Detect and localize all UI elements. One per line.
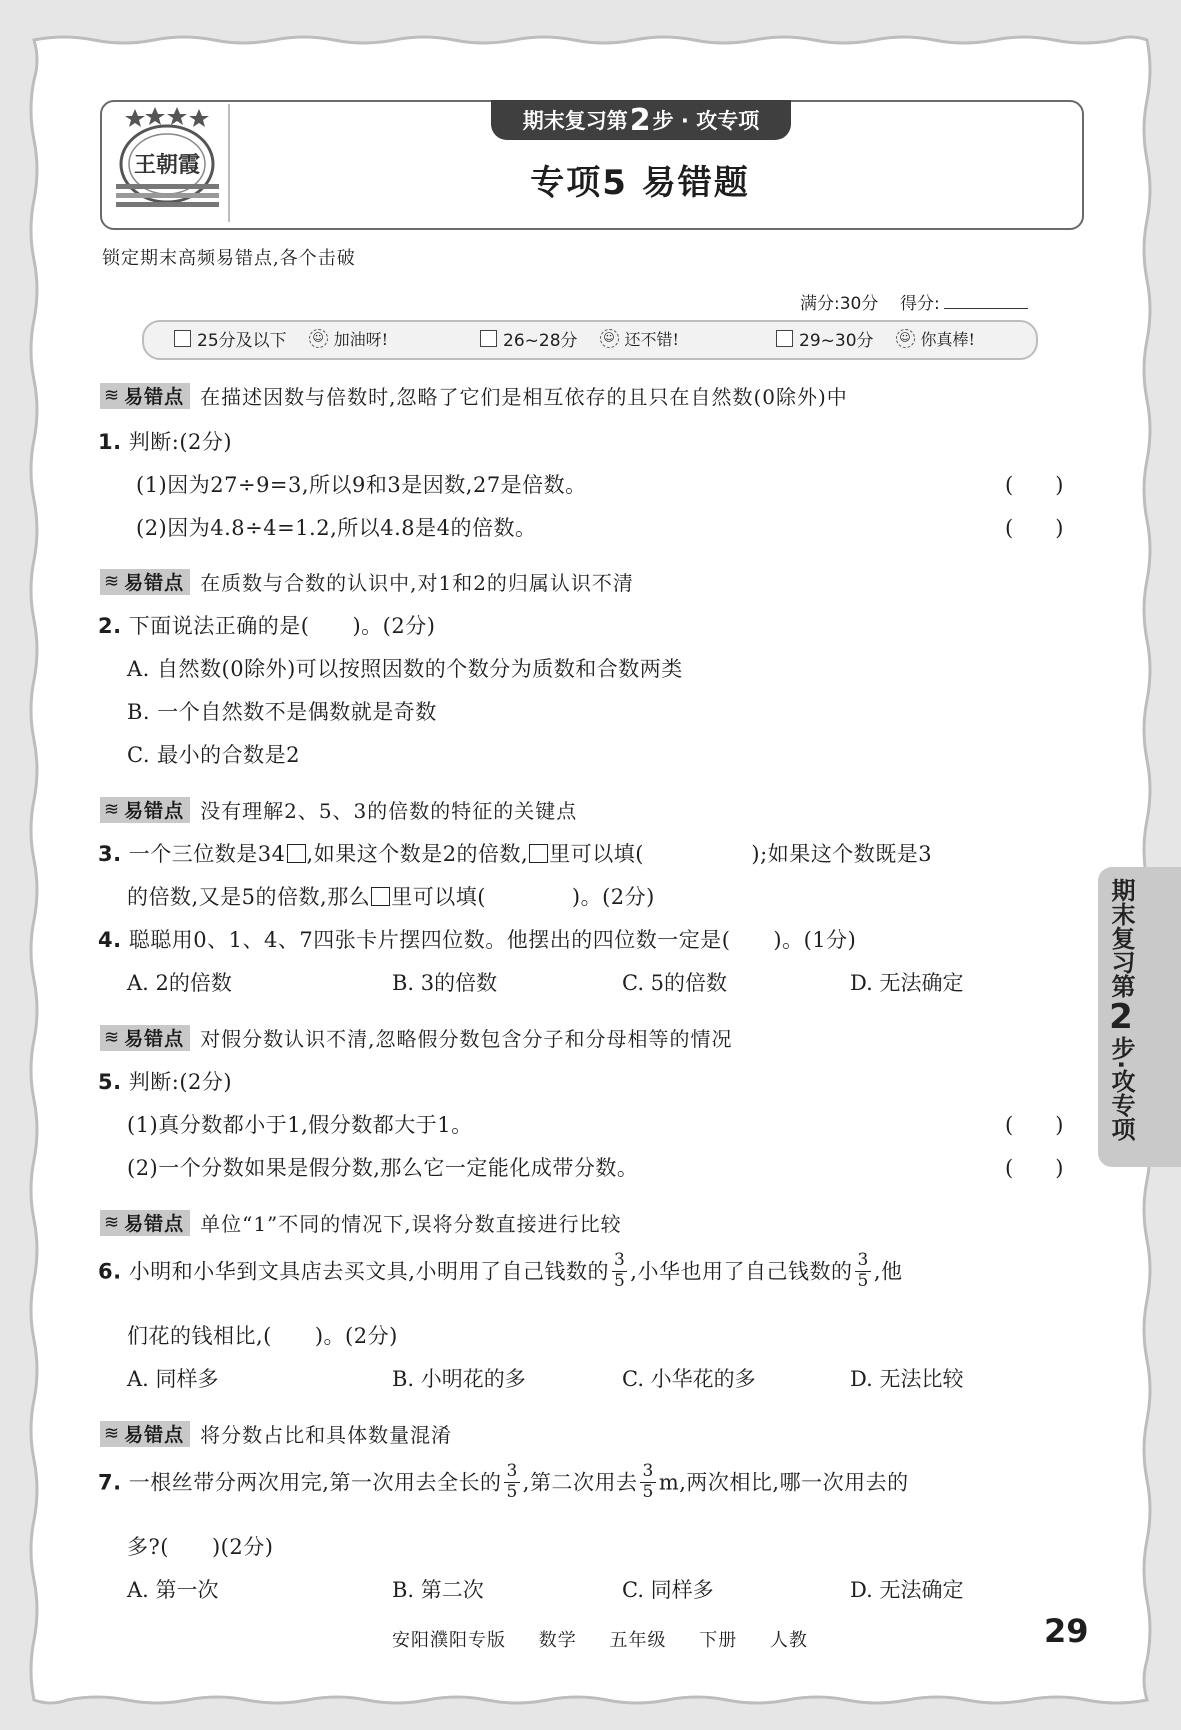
question-number: 3. bbox=[98, 842, 122, 866]
side-tab-step: 2 bbox=[1109, 997, 1133, 1037]
q6-text: 小明和小华到文具店去买文具,小明用了自己钱数的 bbox=[128, 1259, 609, 1284]
header-tab-step: 2 bbox=[629, 102, 651, 138]
grade-option-1[interactable] bbox=[174, 327, 388, 349]
error-point-2 bbox=[100, 567, 634, 596]
q3-text: 的倍数,又是5的倍数,那么 bbox=[127, 885, 371, 909]
footer-grade: 五年级 bbox=[609, 1630, 667, 1651]
q6-option-c[interactable]: C. 小华花的多 bbox=[622, 1367, 756, 1391]
smiley-icon: ☺ bbox=[600, 329, 619, 348]
checkbox-icon[interactable] bbox=[480, 330, 497, 347]
grade-note: 你真棒! bbox=[920, 329, 975, 349]
error-point-text: 对假分数认识不清,忽略假分数包含分子和分母相等的情况 bbox=[200, 1027, 733, 1051]
side-tab-bottom: 步·攻专项 bbox=[1107, 1036, 1135, 1142]
answer-blank[interactable]: ( ) bbox=[1005, 1156, 1064, 1180]
q6-option-a[interactable]: A. 同样多 bbox=[127, 1367, 219, 1391]
question-3-line-2 bbox=[127, 881, 655, 911]
page-title: 专项5 易错题 bbox=[530, 163, 750, 203]
checkbox-icon[interactable] bbox=[776, 330, 793, 347]
page-number: 29 bbox=[1044, 1612, 1089, 1650]
header-tab-suffix: 步 · 攻专项 bbox=[652, 109, 760, 133]
fraction: $\frac{3}{5}$ bbox=[613, 1250, 626, 1291]
q7-option-a[interactable]: A. 第一次 bbox=[127, 1578, 219, 1602]
question-7-line-2: 多?( )(2分) bbox=[127, 1535, 274, 1559]
grade-range: 25分及以下 bbox=[197, 330, 287, 351]
question-stem: 下面说法正确的是( )。(2分) bbox=[128, 614, 436, 638]
wave-icon: ≋ bbox=[104, 1423, 121, 1444]
q7-option-c[interactable]: C. 同样多 bbox=[622, 1578, 714, 1602]
grade-note: 还不错! bbox=[624, 329, 679, 349]
q6-option-d[interactable]: D. 无法比较 bbox=[850, 1367, 964, 1391]
q4-option-c[interactable]: C. 5的倍数 bbox=[622, 971, 728, 995]
footer-edition: 安阳濮阳专版 bbox=[392, 1630, 506, 1651]
error-point-text: 在质数与合数的认识中,对1和2的归属认识不清 bbox=[200, 571, 634, 595]
error-point-4 bbox=[100, 1023, 732, 1052]
question-number: 6. bbox=[98, 1259, 122, 1284]
q1-item-1: (1)因为27÷9=3,所以9和3是因数,27是倍数。 bbox=[136, 473, 587, 497]
q6-text: ,小华也用了自己钱数的 bbox=[630, 1259, 853, 1284]
q7-text: 一根丝带分两次用完,第一次用去全长的 bbox=[128, 1470, 502, 1495]
header-tab-prefix: 期末复习第 bbox=[522, 109, 628, 133]
answer-blank[interactable]: ( ) bbox=[1005, 473, 1064, 497]
answer-blank[interactable]: ( ) bbox=[1005, 516, 1064, 540]
answer-blank[interactable]: ( ) bbox=[1005, 1113, 1064, 1137]
question-6-line-2: 们花的钱相比,( )。(2分) bbox=[127, 1324, 398, 1348]
wave-icon: ≋ bbox=[104, 799, 121, 820]
question-number: 4. bbox=[98, 928, 122, 952]
q4-option-a[interactable]: A. 2的倍数 bbox=[127, 971, 232, 995]
fraction: $\frac{3}{5}$ bbox=[642, 1461, 654, 1502]
question-5 bbox=[98, 1066, 232, 1096]
full-score: 满分:30分 bbox=[800, 294, 879, 314]
error-point-tag: ≋ 易错点 bbox=[100, 569, 190, 595]
svg-text:王朝霞: 王朝霞 bbox=[133, 152, 201, 178]
q6-option-b[interactable]: B. 小明花的多 bbox=[392, 1367, 526, 1391]
smiley-icon: ☺ bbox=[309, 329, 328, 348]
q6-text: ,他 bbox=[873, 1259, 903, 1284]
fraction: $\frac{3}{5}$ bbox=[506, 1461, 518, 1502]
brand-logo-icon bbox=[110, 106, 225, 216]
grade-option-3[interactable] bbox=[776, 327, 975, 349]
error-point-3 bbox=[100, 795, 577, 824]
q7-option-d[interactable]: D. 无法确定 bbox=[850, 1578, 964, 1602]
q7-text: ,第二次用去 bbox=[522, 1470, 638, 1495]
question-stem: 判断:(2分) bbox=[128, 1070, 233, 1094]
q5-item-1: (1)真分数都小于1,假分数都大于1。 bbox=[127, 1113, 473, 1137]
error-point-tag: ≋ 易错点 bbox=[100, 797, 190, 823]
question-6 bbox=[98, 1250, 903, 1293]
question-number: 1. bbox=[98, 430, 122, 454]
q5-item-2: (2)一个分数如果是假分数,那么它一定能化成带分数。 bbox=[127, 1156, 639, 1180]
blank-square-icon bbox=[287, 844, 306, 863]
question-3 bbox=[98, 838, 932, 868]
footer-volume: 下册 bbox=[699, 1630, 738, 1651]
score-label: 得分: bbox=[899, 294, 940, 314]
checkbox-icon[interactable] bbox=[174, 330, 191, 347]
grade-range: 29~30分 bbox=[799, 330, 874, 351]
question-stem: 判断:(2分) bbox=[128, 430, 233, 454]
q3-text: 一个三位数是34 bbox=[128, 842, 286, 866]
footer-subject: 数学 bbox=[538, 1630, 577, 1651]
question-number: 5. bbox=[98, 1070, 122, 1094]
error-point-text: 将分数占比和具体数量混淆 bbox=[200, 1423, 453, 1447]
footer-publisher: 人教 bbox=[769, 1630, 808, 1651]
score-blank[interactable] bbox=[944, 308, 1028, 309]
grade-option-2[interactable] bbox=[480, 327, 679, 349]
grade-note: 加油呀! bbox=[333, 329, 389, 349]
question-7 bbox=[98, 1461, 909, 1504]
side-tab-top: 期末复习第 bbox=[1107, 878, 1135, 998]
error-point-6 bbox=[100, 1419, 452, 1448]
footer bbox=[392, 1626, 834, 1652]
blank-square-icon bbox=[371, 887, 390, 906]
question-1 bbox=[98, 426, 232, 456]
error-point-text: 单位“1”不同的情况下,误将分数直接进行比较 bbox=[200, 1212, 622, 1236]
q1-item-2: (2)因为4.8÷4=1.2,所以4.8是4的倍数。 bbox=[136, 516, 537, 540]
grade-range: 26~28分 bbox=[503, 330, 578, 351]
wave-icon: ≋ bbox=[104, 1212, 121, 1233]
error-point-tag: ≋ 易错点 bbox=[100, 1025, 190, 1051]
q2-option-c[interactable]: C. 最小的合数是2 bbox=[127, 743, 301, 767]
q7-option-b[interactable]: B. 第二次 bbox=[392, 1578, 484, 1602]
score-line bbox=[800, 289, 1028, 314]
error-point-tag: ≋ 易错点 bbox=[100, 383, 190, 409]
blank-square-icon bbox=[529, 844, 548, 863]
q2-option-a[interactable]: A. 自然数(0除外)可以按照因数的个数分为质数和合数两类 bbox=[127, 657, 683, 681]
q2-option-b[interactable]: B. 一个自然数不是偶数就是奇数 bbox=[127, 700, 437, 724]
q3-text: ,如果这个数是2的倍数, bbox=[306, 842, 529, 866]
error-point-1 bbox=[100, 381, 848, 410]
q3-text: 里可以填( )。(2分) bbox=[391, 885, 655, 909]
subtitle: 锁定期末高频易错点,各个击破 bbox=[102, 248, 356, 269]
header-step-tab bbox=[491, 100, 791, 140]
question-number: 2. bbox=[98, 614, 122, 638]
error-point-5 bbox=[100, 1208, 622, 1237]
error-point-tag: ≋ 易错点 bbox=[100, 1210, 190, 1236]
question-number: 7. bbox=[98, 1470, 122, 1495]
question-stem: 聪聪用0、1、4、7四张卡片摆四位数。他摆出的四位数一定是( )。(1分) bbox=[128, 928, 857, 952]
q3-text: 里可以填( );如果这个数既是3 bbox=[549, 842, 933, 866]
question-2 bbox=[98, 610, 435, 640]
logo-divider bbox=[228, 104, 230, 222]
error-point-text: 在描述因数与倍数时,忽略了它们是相互依存的且只在自然数(0除外)中 bbox=[200, 385, 848, 409]
error-point-text: 没有理解2、5、3的倍数的特征的关键点 bbox=[200, 799, 578, 823]
wave-icon: ≋ bbox=[104, 385, 121, 406]
side-tab-label bbox=[1098, 878, 1144, 1141]
wave-icon: ≋ bbox=[104, 571, 121, 592]
wave-icon: ≋ bbox=[104, 1027, 121, 1048]
q4-option-b[interactable]: B. 3的倍数 bbox=[392, 971, 498, 995]
q4-option-d[interactable]: D. 无法确定 bbox=[850, 971, 964, 995]
fraction: $\frac{3}{5}$ bbox=[857, 1250, 869, 1291]
smiley-icon: ☺ bbox=[896, 329, 915, 348]
question-4 bbox=[98, 924, 856, 954]
error-point-tag: ≋ 易错点 bbox=[100, 1421, 190, 1447]
q7-text: m,两次相比,哪一次用去的 bbox=[658, 1470, 909, 1495]
